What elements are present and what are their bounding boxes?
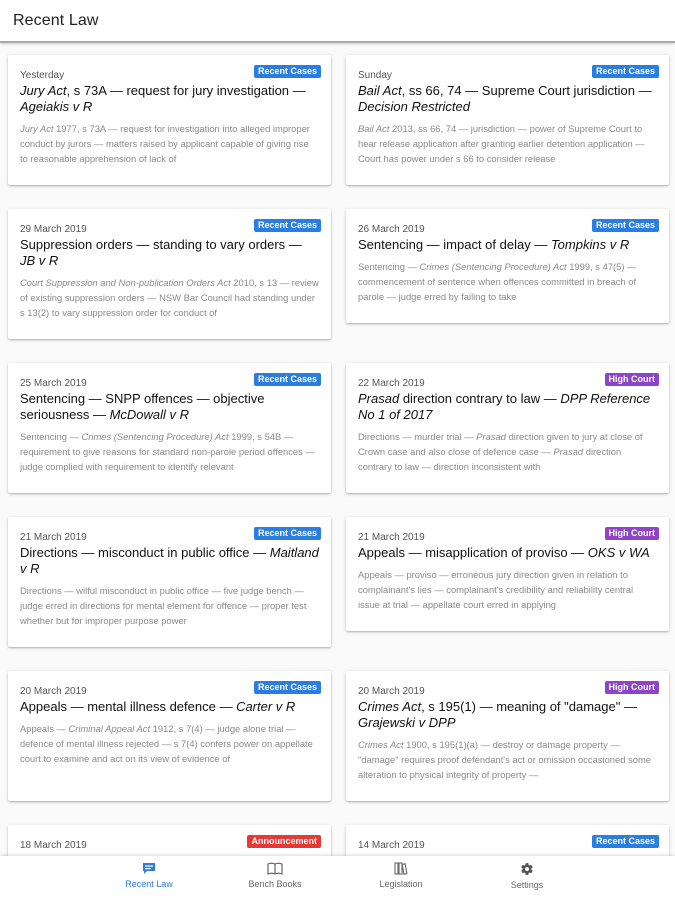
case-title: Prasad direction contrary to law — DPP Reference No 1 of 2017 [358, 391, 651, 422]
case-summary: Crimes Act 1900, s 195(1)(a) — destroy or damage property — "damage" requires proof defendant's act or omission occasioned some alteration to physical integrity of property — [358, 739, 651, 780]
case-date: 22 March 2019 [358, 378, 425, 389]
gear-icon [520, 862, 534, 876]
bottom-navigation [0, 856, 675, 900]
case-card[interactable] [8, 363, 331, 493]
category-badge: Recent Cases [254, 527, 321, 540]
case-date: 14 March 2019 [358, 840, 425, 851]
case-title: Bail Act, ss 66, 74 — Supreme Court jurisdiction — Decision Restricted [358, 83, 652, 114]
case-summary: Directions — murder trial — Prasad direction given to jury at close of Crown case and also close of defence case — Prasad direction contrary to law — direction inconsistent with [358, 431, 643, 472]
category-badge: High Court [605, 373, 660, 386]
case-title: Sentencing — impact of delay — Tompkins v R [358, 237, 630, 252]
case-date: 25 March 2019 [20, 378, 87, 389]
category-badge: High Court [605, 527, 660, 540]
category-badge: Recent Cases [592, 835, 659, 848]
case-summary: Bail Act 2013, ss 66, 74 — jurisdiction — power of Supreme Court to hear release application after granting earlier detention application — Court has power under s 66 to consider release [358, 123, 645, 164]
case-title: Jury Act, s 73A — request for jury investigation — Ageiakis v R [20, 83, 306, 114]
case-date: 21 March 2019 [358, 532, 425, 543]
category-badge: High Court [605, 681, 660, 694]
case-card[interactable] [8, 671, 331, 801]
category-badge: Recent Cases [592, 219, 659, 232]
case-card[interactable] [8, 209, 331, 339]
library-icon [394, 862, 409, 875]
case-summary: Appeals — Criminal Appeal Act 1912, s 7(4) — judge alone trial — defence of mental illness rejected — s 7(4) confers power on appellate court to examine and act on its view of evidence of [20, 723, 313, 764]
category-badge: Recent Cases [254, 681, 321, 694]
nav-settings[interactable] [487, 862, 567, 890]
case-card[interactable] [346, 209, 669, 323]
case-summary: Directions — wilful misconduct in public office — five judge bench — judge erred in directions for mental element for offence — proper test whether but for improper purpose power [20, 585, 307, 626]
case-title: Appeals — mental illness defence — Carter v R [20, 699, 296, 714]
page-title: Recent Law [13, 12, 99, 29]
case-card[interactable] [346, 825, 669, 856]
case-card[interactable] [346, 671, 669, 801]
category-badge: Recent Cases [254, 65, 321, 78]
case-feed[interactable] [0, 45, 675, 856]
case-title: Directions — misconduct in public office — Maitland v R [20, 545, 319, 576]
case-date: Yesterday [20, 70, 65, 81]
case-summary: Jury Act 1977, s 73A — request for investigation into alleged improper conduct by jurors — matters raised by applicant capable of giving rise to reasonable apprehension of lack of [20, 123, 310, 164]
case-card[interactable] [8, 825, 331, 856]
case-date: 29 March 2019 [20, 224, 87, 235]
case-date: Sunday [358, 70, 392, 81]
app-bar [0, 0, 675, 43]
case-title: Crimes Act, s 195(1) — meaning of "damage" — Grajewski v DPP [358, 699, 637, 730]
case-date: 26 March 2019 [358, 224, 425, 235]
case-title: Sentencing — SNPP offences — objective seriousness — McDowall v R [20, 391, 265, 422]
nav-label: Settings [510, 880, 544, 890]
case-summary: Court Suppression and Non-publication Orders Act 2010, s 13 — review of existing suppression orders — NSW Bar Council had standing under s 13(2) to vary suppression order for conduct of [20, 277, 319, 318]
case-card[interactable] [8, 55, 331, 185]
nav-recent-law[interactable] [109, 862, 189, 889]
nav-label: Bench Books [248, 879, 302, 889]
case-card[interactable] [346, 517, 669, 631]
category-badge: Announcement [247, 835, 321, 848]
nav-label: Legislation [379, 879, 423, 889]
nav-bench-books[interactable] [235, 862, 315, 889]
case-card[interactable] [346, 55, 669, 185]
case-title: Appeals — misapplication of proviso — OKS v WA [358, 545, 650, 560]
chat-bubble-icon [142, 862, 156, 875]
category-badge: Recent Cases [592, 65, 659, 78]
category-badge: Recent Cases [254, 219, 321, 232]
case-date: 20 March 2019 [358, 686, 425, 697]
case-card[interactable] [8, 517, 331, 647]
case-card[interactable] [346, 363, 669, 493]
case-summary: Appeals — proviso — erroneous jury direction given in relation to complainant's lies — complainant's credibility and reliability central issue at trial — appellate court erred in applying [358, 569, 634, 610]
case-summary: Sentencing — Crimes (Sentencing Procedure) Act 1999, s 54B — requirement to give reasons for standard non-parole period offences — judge complied with requirement to identify relevant [20, 431, 315, 472]
case-date: 20 March 2019 [20, 686, 87, 697]
case-date: 21 March 2019 [20, 532, 87, 543]
case-title: Suppression orders — standing to vary orders — JB v R [20, 237, 302, 268]
open-book-icon [267, 862, 283, 875]
case-summary: Sentencing — Crimes (Sentencing Procedure) Act 1999, s 47(5) — commencement of sentence when offences committed in breach of parole — judge erred by failing to take [358, 261, 637, 302]
category-badge: Recent Cases [254, 373, 321, 386]
case-date: 18 March 2019 [20, 840, 87, 851]
nav-label: Recent Law [125, 879, 173, 889]
nav-legislation[interactable] [361, 862, 441, 889]
